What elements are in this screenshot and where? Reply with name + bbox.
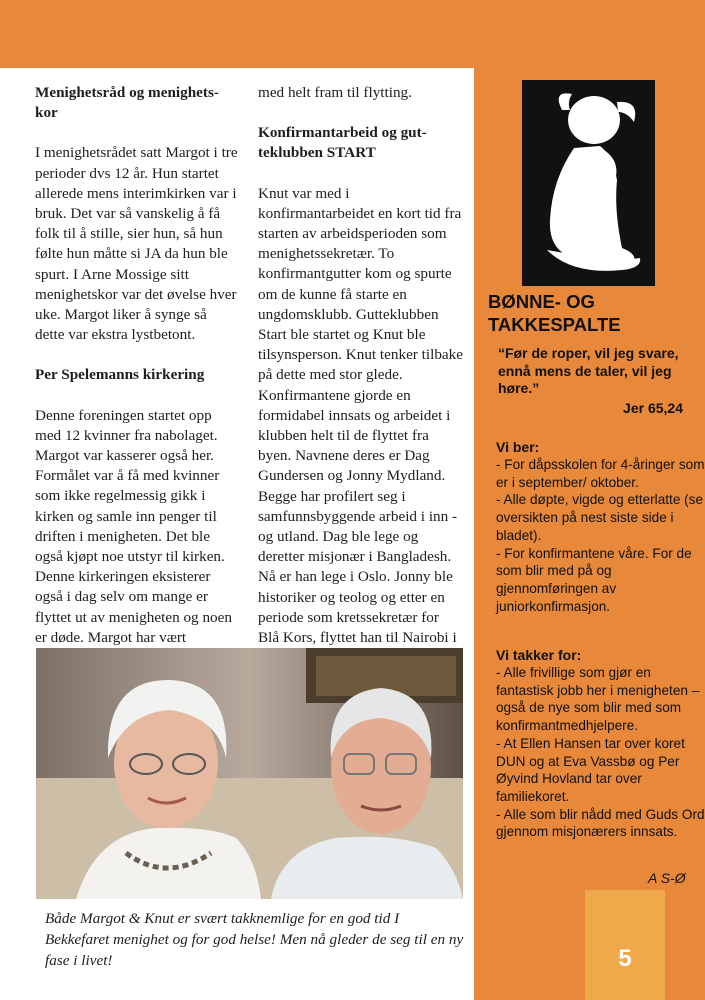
- couple-photo: [36, 648, 463, 899]
- section-heading-konfirmant: Konfirmantarbeid og gut-teklubben START: [258, 124, 427, 162]
- paragraph-continued: med helt fram til flytting.: [258, 84, 412, 101]
- sidebar-title: BØNNE- OG TAKKESPALTE: [488, 291, 621, 335]
- section-heading-kirkering: Per Spelemanns kirkering: [35, 366, 205, 384]
- praying-angel-illustration: [522, 80, 655, 286]
- list-item: - Alle som blir nådd med Guds Ord gjennom misjonærers innsats.: [496, 806, 705, 840]
- prayer-heading: Vi ber:: [496, 439, 540, 455]
- page-number: 5: [618, 945, 632, 972]
- list-item: - Alle frivillige som gjør en fantastisk jobb her i menigheten – også de nye som blir med som konfirmantmedhjelpere.: [496, 665, 700, 734]
- prayer-list: [496, 456, 705, 615]
- bible-reference: Jer 65,24: [623, 400, 683, 416]
- bible-quote: “Før de roper, vil jeg svare, ennå mens de taler, vil jeg høre.”: [498, 345, 679, 396]
- paragraph-menighetsrad: I menighetsrådet satt Margot i tre perioder dvs 12 år. Hun startet allerede mens interimkirken var i bruk. Det var så vanskelig å få folk til å stille, sier hun, så hun følte hun måtte si JA da hun ble spurt. I Arne Mossige sitt menighetskor var det øvelse hver uke. Margot liker å synge så dette var ekstra lystbetont.: [35, 144, 238, 344]
- thanks-list: [496, 664, 705, 841]
- article-column-2: [258, 83, 463, 668]
- paragraph-kirkering: Denne foreningen startet opp med 12 kvinner fra nabolaget. Margot var kasserer også her. Formålet var å få med kvinner som ikke regelmessig gikk i kirken og samle inn penger til driften i menigheten. Det ble også kjøpt noe utstyr til kirken. Denne kirkeringen eksisterer også i dag selv om mange er flyttet ut av menigheten og noen er døde. Margot har vært: [35, 406, 232, 646]
- paragraph-konfirmant: Knut var med i konfirmantarbeidet en kort tid fra starten av arbeidsperioden som menighetssekretær. To konfirmantgutter kom og spurte om de kunne få starte en ungdomsklubb. Gutteklubben Start ble startet og Knut ble tilsynsperson. Knut tenker tilbake på dette med stor glede. Konfirmantene gjorde en formidabel innsats og arbeidet i klubben helt til de flyttet fra byen. Navnene deres er Dag Gundersen og Jonny Mydland. Begge har profilert seg i samfunnsbyggende arbeid i inn - og utland. Dag ble lege og deretter misjonær i Bangladesh. Nå er han lege i Oslo. Jonny ble historiker og teolog og etter en periode som kretssekretær for Blå Kors, flyttet han til Nairobi i: [258, 184, 463, 647]
- author-signature: A S-Ø: [648, 870, 686, 886]
- list-item: - Alle døpte, vigde og etterlatte (se oversikten på nest siste side i bladet).: [496, 492, 704, 543]
- list-item: - At Ellen Hansen tar over koret DUN og at Eva Vassbø og Per Øyvind Hovland tar over familiekoret.: [496, 735, 685, 804]
- photo-caption: Både Margot & Knut er svært takknemlige for en god tid I Bekkefaret menighet og for god helse! Men nå gleder de seg til en ny fase i livet!: [45, 910, 464, 969]
- article-column-1: [35, 83, 240, 648]
- thanks-heading: Vi takker for:: [496, 647, 582, 663]
- list-item: - For dåpsskolen for 4-åringer som er i september/ oktober.: [496, 457, 705, 490]
- list-item: - For konfirmantene våre. For de som blir med på og gjennomføringen av juniorkonfirmasjon.: [496, 545, 692, 614]
- section-heading-menighetsrad: Menighetsråd og menighets-kor: [35, 84, 219, 122]
